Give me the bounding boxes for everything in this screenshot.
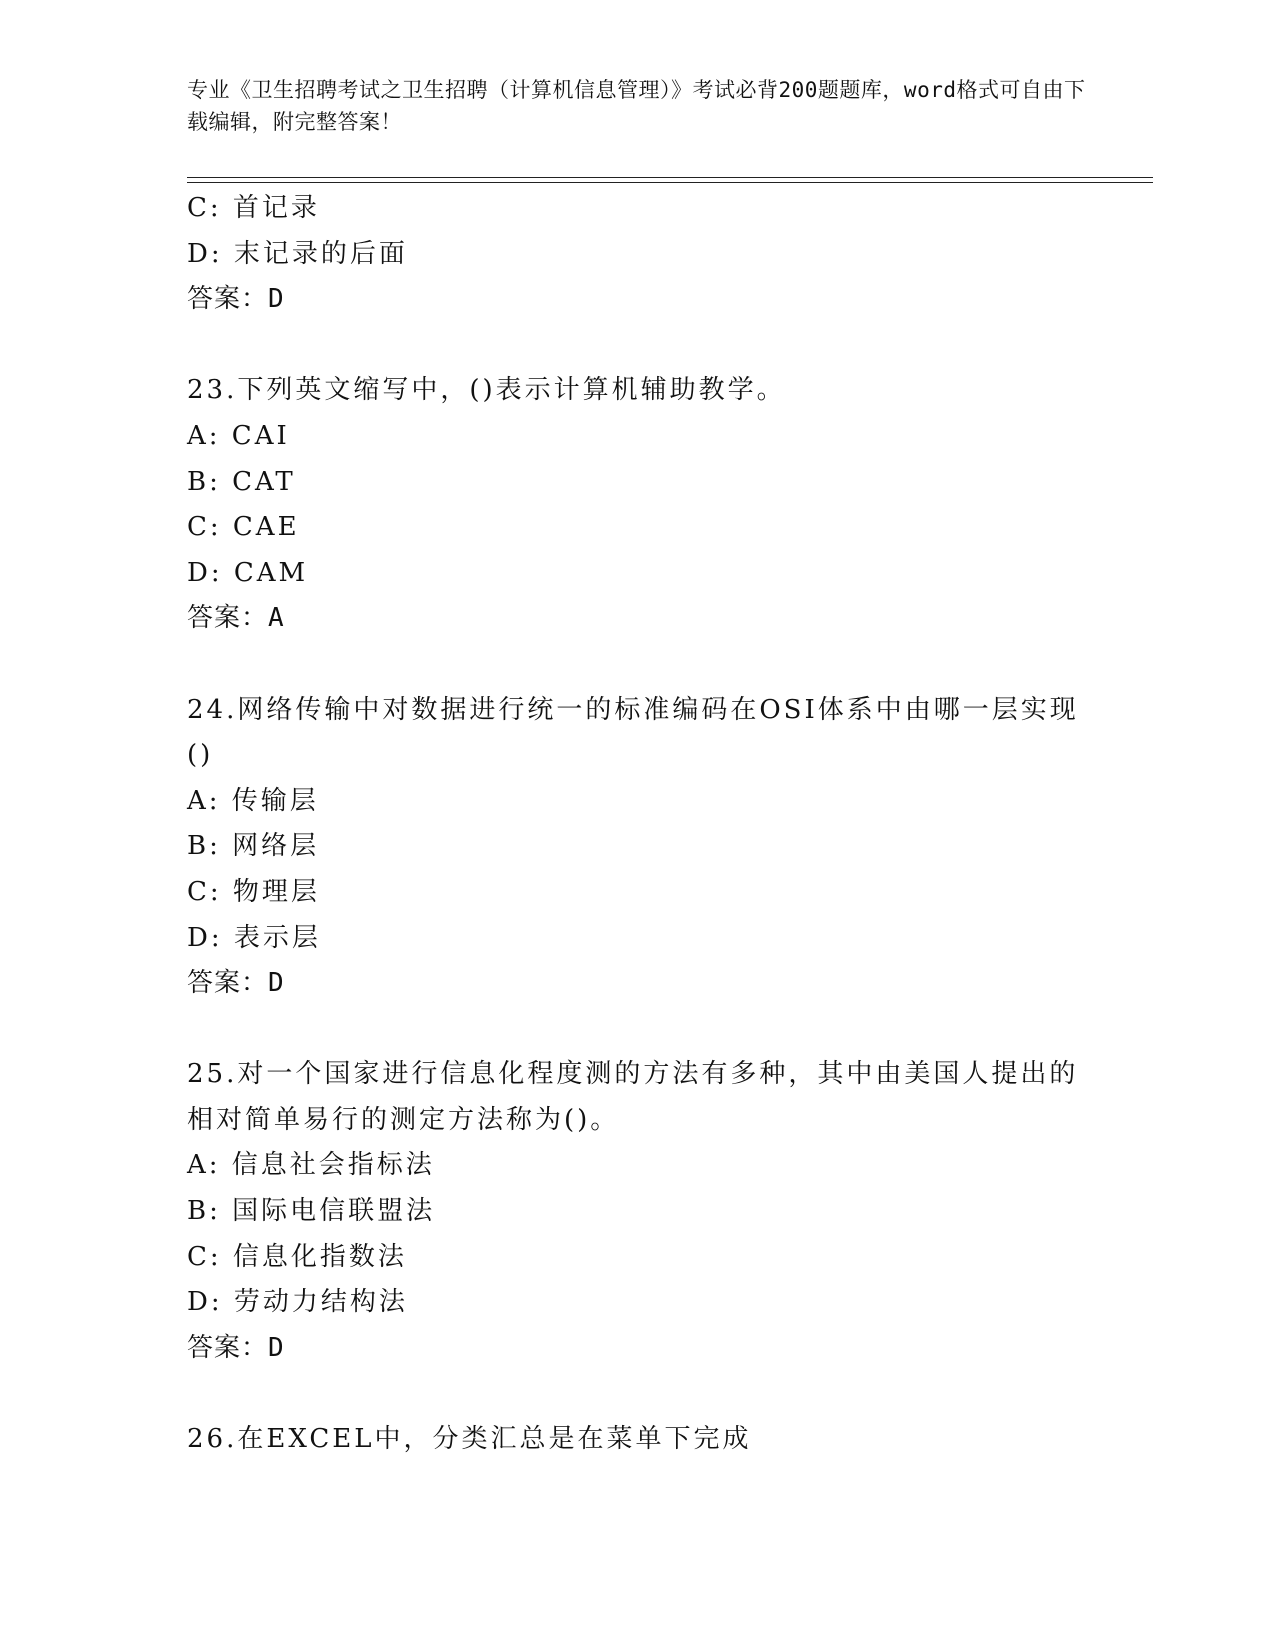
spacer — [187, 1007, 1147, 1053]
option-b: B: CAT — [187, 466, 296, 497]
question-24 — [187, 688, 1147, 1007]
header-title: 专业《卫生招聘考试之卫生招聘（计算机信息管理）》考试必背200题题库，word格式可自由下载编辑，附完整答案！ — [187, 78, 1086, 134]
option-d: D: 表示层 — [187, 922, 321, 953]
header-divider-top — [187, 177, 1153, 178]
question-25 — [187, 1052, 1147, 1371]
document-header — [187, 74, 1087, 138]
answer: 答案：D — [187, 1332, 285, 1363]
spacer — [187, 1371, 1147, 1417]
header-divider-bottom — [187, 182, 1153, 183]
option-a: A: 信息社会指标法 — [187, 1150, 435, 1181]
question-23 — [187, 368, 1147, 642]
option-d: D: 末记录的后面 — [187, 238, 408, 269]
option-c: C: 物理层 — [187, 876, 320, 907]
question-text: 26.在EXCEL中，分类汇总是在菜单下完成 — [187, 1424, 752, 1455]
spacer — [187, 642, 1147, 688]
question-text: 25.对一个国家进行信息化程度测的方法有多种，其中由美国人提出的 — [187, 1059, 1079, 1090]
option-d: D: CAM — [187, 557, 309, 588]
question-text-continued: () — [187, 740, 214, 771]
question-26 — [187, 1417, 1147, 1463]
option-c: C: 信息化指数法 — [187, 1241, 407, 1272]
option-b: B: 网络层 — [187, 831, 320, 862]
partial-question — [187, 186, 1147, 323]
question-text: 24.网络传输中对数据进行统一的标准编码在OSI体系中由哪一层实现 — [187, 694, 1079, 725]
answer: 答案：A — [187, 603, 285, 634]
option-a: A: CAI — [187, 420, 290, 451]
spacer — [187, 323, 1147, 369]
option-a: A: 传输层 — [187, 785, 319, 816]
option-d: D: 劳动力结构法 — [187, 1287, 408, 1318]
option-c: C: 首记录 — [187, 193, 320, 223]
question-list — [187, 186, 1147, 1463]
answer: 答案：D — [187, 968, 285, 999]
question-text-continued: 相对简单易行的测定方法称为()。 — [187, 1104, 620, 1135]
option-c: C: CAE — [187, 512, 300, 543]
answer: 答案：D — [187, 284, 285, 315]
option-b: B: 国际电信联盟法 — [187, 1196, 436, 1227]
question-text: 23.下列英文缩写中，()表示计算机辅助教学。 — [187, 375, 786, 406]
